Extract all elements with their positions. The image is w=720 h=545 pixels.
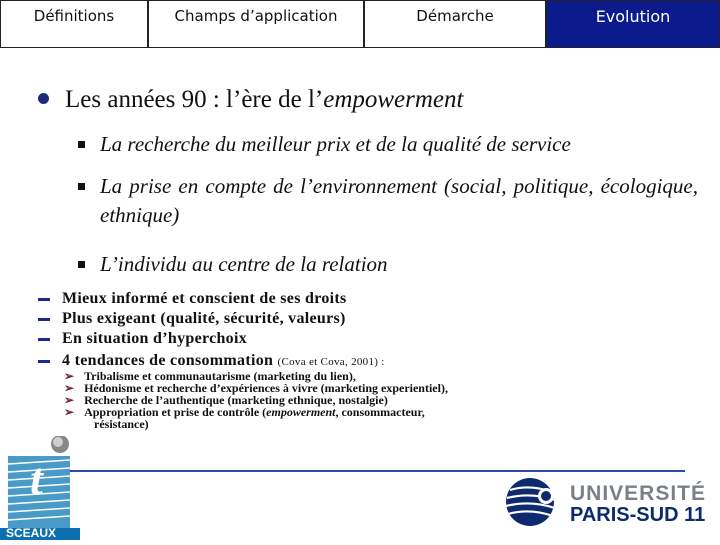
- university-logo-icon: [500, 476, 564, 528]
- tab-label: Champs d’application: [174, 7, 338, 25]
- trend-text: Hédonisme et recherche d’expériences à vivre (marketing experientiel),: [84, 381, 448, 395]
- arrow-icon: ➢: [64, 393, 75, 407]
- heading-emphasis: empowerment: [323, 86, 464, 113]
- university-name-line1: UNIVERSITÉ: [570, 482, 707, 505]
- heading-text: Les années 90 : l’ère de l’: [65, 86, 324, 113]
- arrow-icon: ➢: [64, 381, 75, 395]
- tab-evolution[interactable]: [546, 0, 720, 48]
- dash-bullet: [38, 318, 50, 321]
- citation: (Cova et Cova, 2001) :: [277, 356, 385, 368]
- top-tab-bar: [0, 0, 720, 48]
- tab-label: Définitions: [33, 7, 115, 25]
- arrow-icon: ➢: [64, 369, 75, 383]
- trend-4-continued: [94, 418, 149, 430]
- subpoint-2: [78, 172, 698, 230]
- dash-bullet: [38, 360, 50, 363]
- square-bullet: [78, 261, 85, 268]
- dash-bullet: [38, 338, 50, 341]
- tab-demarche[interactable]: [364, 0, 546, 48]
- subpoint-1: [78, 130, 698, 159]
- iut-logo-label: SCEAUX: [6, 526, 57, 540]
- bullet-3: [38, 330, 247, 348]
- tab-label: Démarche: [416, 7, 494, 25]
- subpoint-3: [78, 250, 698, 279]
- tab-definitions[interactable]: [0, 0, 148, 48]
- university-name-line2: PARIS-SUD 11: [570, 504, 706, 526]
- iut-logo: [0, 436, 80, 540]
- bullet-1: [38, 290, 347, 308]
- dash-bullet: [38, 298, 50, 301]
- tab-label: Evolution: [595, 7, 671, 26]
- square-bullet: [78, 141, 85, 148]
- svg-text:t: t: [30, 453, 43, 504]
- bullet-2: [38, 310, 346, 328]
- bullet-text: 4 tendances de consommation: [62, 352, 274, 369]
- trend-text: résistance): [94, 417, 149, 431]
- square-bullet: [78, 183, 85, 190]
- subpoint-text: La recherche du meilleur prix et de la qualité de service: [100, 132, 571, 156]
- trend-text: Appropriation et prise de contrôle (: [84, 405, 267, 419]
- bullet-dot: [38, 93, 49, 104]
- iut-logo-icon: [0, 436, 80, 540]
- main-heading: [38, 86, 463, 114]
- arrow-icon: ➢: [64, 405, 75, 419]
- bullet-text: Mieux informé et conscient de ses droits: [62, 290, 347, 307]
- tab-champs-application[interactable]: [148, 0, 364, 48]
- trend-text: Tribalisme et communautarisme (marketing du lien),: [84, 369, 356, 383]
- trend-text: , consommacteur,: [335, 405, 425, 419]
- trend-emphasis: empowerment: [266, 405, 336, 419]
- subpoint-text: La prise en compte de l’environnement (social, politique, écologique, ethnique): [100, 174, 698, 227]
- subpoint-text: L’individu au centre de la relation: [100, 252, 388, 276]
- university-logo: [500, 476, 707, 528]
- trend-text: Recherche de l’authentique (marketing ethnique, nostalgie): [84, 393, 388, 407]
- bullet-text: En situation d’hyperchoix: [62, 330, 248, 347]
- footer-divider: [70, 470, 685, 472]
- bullet-text: Plus exigeant (qualité, sécurité, valeurs): [62, 310, 346, 327]
